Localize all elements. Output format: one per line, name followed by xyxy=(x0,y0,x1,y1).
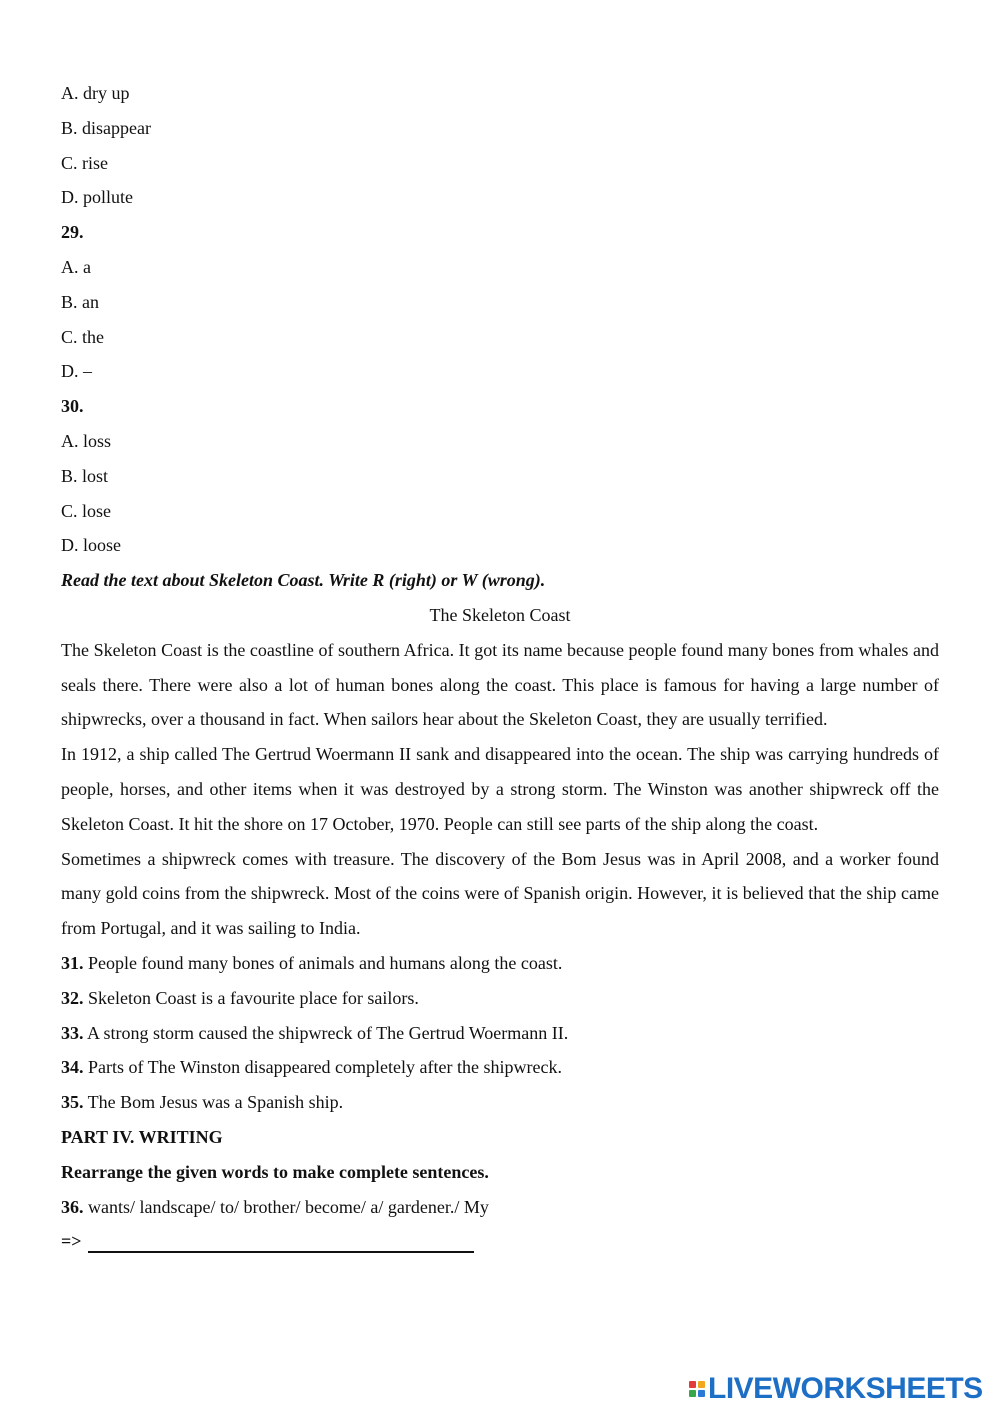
statement-35[interactable] xyxy=(61,1085,939,1120)
statement-35-number: 35. xyxy=(61,1092,84,1113)
logo-block-red xyxy=(689,1381,696,1388)
statement-34-text: Parts of The Winston disappeared completely after the shipwreck. xyxy=(83,1057,562,1078)
q29-option-b[interactable]: B. an xyxy=(61,291,99,312)
reading-paragraph-3: Sometimes a shipwreck comes with treasure. The discovery of the Bom Jesus was in April 2008, and a worker found many gold coins from the shipwreck. Most of the coins were of Spanish origin. However, it is believed that the ship came from Portugal, and it was sailing to India. xyxy=(61,848,939,939)
logo-block-yellow xyxy=(698,1381,705,1388)
brand-name: LIVEWORKSHEETS xyxy=(708,1372,983,1405)
logo-block-green xyxy=(689,1390,696,1397)
q30-option-a[interactable]: A. loss xyxy=(61,430,112,451)
q36-number: 36. xyxy=(61,1196,84,1217)
statement-32-number: 32. xyxy=(61,987,84,1008)
statement-32-text: Skeleton Coast is a favourite place for sailors. xyxy=(83,987,419,1008)
q30-option-d[interactable]: D. loose xyxy=(61,535,121,556)
q30-option-b[interactable]: B. lost xyxy=(61,465,109,486)
q29-option-a[interactable]: A. a xyxy=(61,256,91,277)
q28-option-a[interactable]: A. dry up xyxy=(61,83,130,103)
q29-option-c[interactable]: C. the xyxy=(61,326,104,347)
q28-option-d[interactable]: D. pollute xyxy=(61,187,133,208)
reading-paragraph-1: The Skeleton Coast is the coastline of southern Africa. It got its name because people found many bones from whales and seals there. There were also a lot of human bones along the coast. This place is famous for having a large number of shipwrecks, over a thousand in fact. When sailors hear about the Skeleton Coast, they are usually terrified. xyxy=(61,639,939,730)
q28-option-c[interactable]: C. rise xyxy=(61,152,108,173)
reading-paragraph-2: In 1912, a ship called The Gertrud Woermann II sank and disappeared into the ocean. The ship was carrying hundreds of people, horses, and other items when it was destroyed by a strong storm. The Winston was another shipwreck off the Skeleton Coast. It hit the shore on 17 October, 1970. People can still see parts of the ship along the coast. xyxy=(61,744,939,834)
q30-number: 30. xyxy=(61,396,84,417)
part-iv-title: PART IV. WRITING xyxy=(61,1126,223,1147)
logo-blocks-icon xyxy=(689,1381,705,1397)
q29-number: 29. xyxy=(61,222,84,243)
statement-33-text: A strong storm caused the shipwreck of The Gertrud Woermann II. xyxy=(83,1022,569,1043)
statement-33[interactable] xyxy=(61,1016,939,1051)
liveworksheets-logo xyxy=(689,1374,983,1404)
statement-34-number: 34. xyxy=(61,1057,84,1078)
reading-title: The Skeleton Coast xyxy=(429,604,571,625)
statement-31[interactable] xyxy=(61,946,939,981)
statement-35-text: The Bom Jesus was a Spanish ship. xyxy=(83,1092,344,1113)
q36-prompt xyxy=(61,1190,939,1225)
q29-option-d[interactable]: D. – xyxy=(61,361,92,382)
reading-instruction: Read the text about Skeleton Coast. Write R (right) or W (wrong). xyxy=(61,570,546,591)
logo-block-blue xyxy=(698,1390,705,1397)
q36-answer-row xyxy=(61,1224,939,1259)
statement-31-number: 31. xyxy=(61,952,84,973)
statement-34[interactable] xyxy=(61,1050,939,1085)
worksheet-page xyxy=(61,76,939,1259)
writing-instruction: Rearrange the given words to make complete sentences. xyxy=(61,1161,489,1182)
q30-option-c[interactable]: C. lose xyxy=(61,500,112,521)
answer-arrow: => xyxy=(61,1231,82,1252)
q36-answer-input[interactable] xyxy=(88,1229,474,1253)
q36-words: wants/ landscape/ to/ brother/ become/ a/ gardener./ My xyxy=(83,1196,489,1217)
statement-32[interactable] xyxy=(61,981,939,1016)
q28-option-b[interactable]: B. disappear xyxy=(61,117,151,138)
statement-33-number: 33. xyxy=(61,1022,84,1043)
statement-31-text: People found many bones of animals and humans along the coast. xyxy=(83,952,563,973)
